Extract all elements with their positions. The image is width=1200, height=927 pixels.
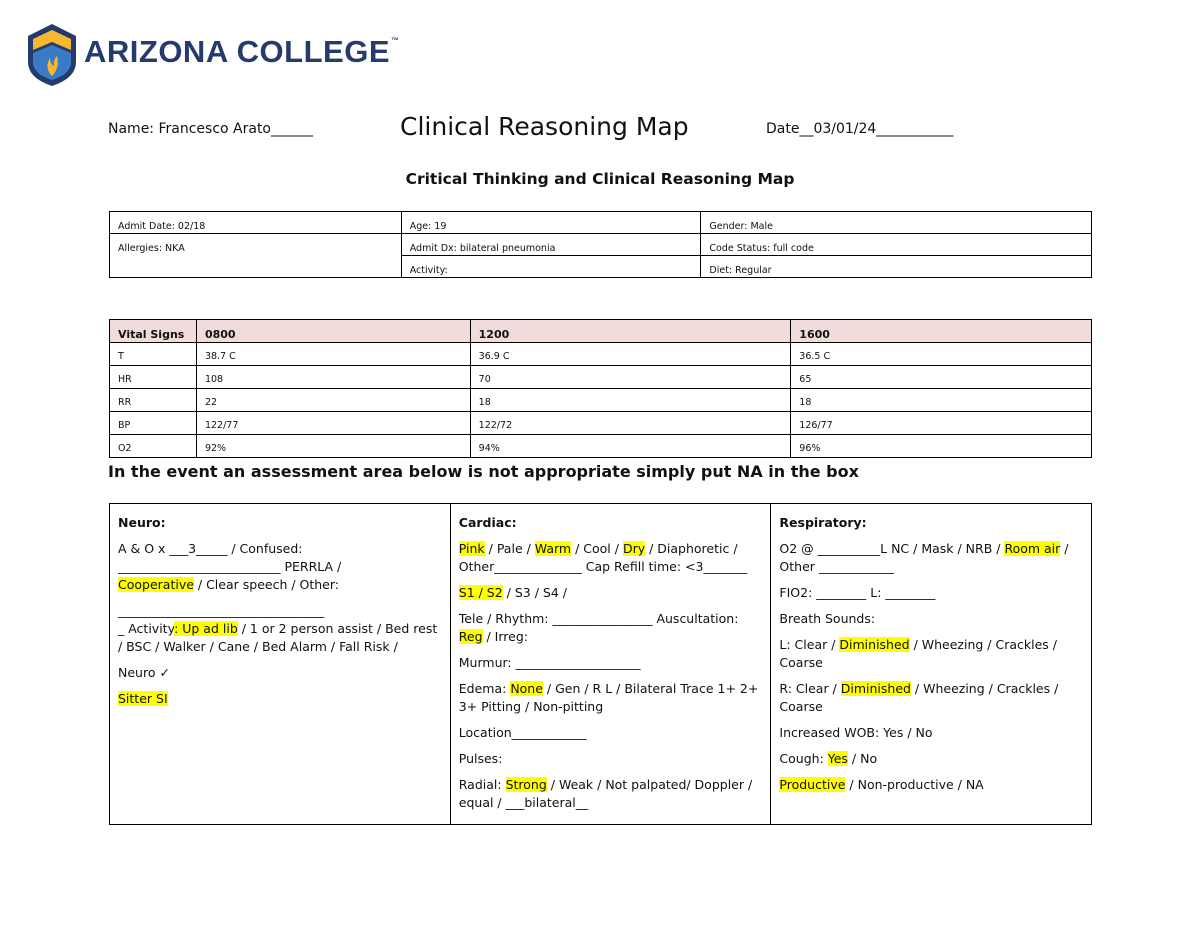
- activity-label: _ Activity: [118, 621, 175, 636]
- table-row: [110, 366, 1092, 389]
- respiratory-cell: [771, 504, 1092, 825]
- left-label: L: Clear /: [779, 637, 840, 652]
- cardiac-skin: [459, 540, 763, 576]
- column-header: 0800: [196, 320, 470, 343]
- allergies-cell: Allergies: NKA: [110, 234, 402, 278]
- right-diminished-highlight: Diminished: [840, 681, 911, 696]
- skin-option: / Cool /: [571, 541, 623, 556]
- vital-label: O2: [110, 435, 197, 458]
- edema-options: / Gen / R L / Bilateral Trace 1+ 2+ 3+ Pitting / Non-pitting: [458, 681, 759, 714]
- logo-wordmark: ARIZONA COLLEGE™: [84, 34, 400, 69]
- patient-info-table: [109, 211, 1092, 278]
- cardiac-cell: [450, 504, 771, 825]
- skin-option: / Diaphoretic / Other______________ Cap Refill time: <3_______: [458, 541, 748, 574]
- blank-line: _________________________________: [118, 603, 325, 618]
- s1s2-highlight: S1 / S2: [458, 585, 503, 600]
- vital-value: 36.9 C: [470, 343, 791, 366]
- vital-value: 36.5 C: [791, 343, 1092, 366]
- cardiac-title: Cardiac:: [458, 515, 517, 530]
- age-cell: Age: 19: [401, 212, 701, 234]
- right-lung: [779, 680, 1083, 716]
- neuro-cell: [110, 504, 451, 825]
- heart-sounds: [459, 584, 763, 602]
- left-lung: [779, 636, 1083, 672]
- table-row: [110, 389, 1092, 412]
- neuro-title: Neuro:: [118, 515, 166, 530]
- table-row: [110, 212, 1092, 234]
- tele-text: Tele / Rhythm: ________________ Auscultation:: [458, 611, 739, 626]
- vital-value: 108: [196, 366, 470, 389]
- vital-value: 38.7 C: [196, 343, 470, 366]
- cough: [779, 750, 1083, 768]
- code-status-cell: Code Status: full code: [701, 234, 1092, 256]
- neuro-activity: [118, 602, 442, 656]
- column-header: 1600: [791, 320, 1092, 343]
- shield-flame-icon: [26, 22, 78, 88]
- vital-value: 96%: [791, 435, 1092, 458]
- edema-label: Edema:: [458, 681, 511, 696]
- productive: [779, 776, 1083, 794]
- vital-label: BP: [110, 412, 197, 435]
- dry-highlight: Dry: [622, 541, 646, 556]
- activity-options: / 1 or 2 person assist / Bed rest / BSC / Walker / Cane / Bed Alarm / Fall Risk /: [118, 621, 438, 654]
- radial-options: / Weak / Not palpated/ Doppler / equal / ___bilateral__: [458, 777, 753, 810]
- neuro-check: Neuro ✓: [118, 665, 170, 680]
- perrla-text: __________________________ PERRLA /: [118, 559, 342, 574]
- increased-wob: Increased WOB: Yes / No: [779, 725, 933, 740]
- warm-highlight: Warm: [534, 541, 572, 556]
- activity-cell: Activity:: [401, 256, 701, 278]
- murmur: Murmur: ____________________: [458, 655, 641, 670]
- reg-highlight: Reg: [458, 629, 483, 644]
- admit-date-cell: Admit Date: 02/18: [110, 212, 402, 234]
- left-options: / Wheezing / Crackles / Coarse: [779, 637, 1057, 670]
- vital-label: T: [110, 343, 197, 366]
- vital-value: 122/72: [470, 412, 791, 435]
- column-header: 1200: [470, 320, 791, 343]
- right-label: R: Clear /: [779, 681, 841, 696]
- room-air-highlight: Room air: [1004, 541, 1061, 556]
- table-row: [110, 504, 1092, 825]
- date-field: Date__03/01/24___________: [766, 121, 954, 137]
- vital-value: 92%: [196, 435, 470, 458]
- breath-sounds: Breath Sounds:: [779, 611, 876, 626]
- fio2: FIO2: ________ L: ________: [779, 585, 936, 600]
- radial-pulse: [459, 776, 763, 812]
- o2-text: O2 @ __________L NC / Mask / NRB /: [779, 541, 1005, 556]
- right-options: / Wheezing / Crackles / Coarse: [779, 681, 1059, 714]
- s3s4-text: / S3 / S4 /: [502, 585, 567, 600]
- vital-value: 18: [791, 389, 1092, 412]
- pink-highlight: Pink: [458, 541, 485, 556]
- location: Location____________: [458, 725, 587, 740]
- vital-value: 65: [791, 366, 1092, 389]
- respiratory-title: Respiratory:: [779, 515, 867, 530]
- vitals-header-row: [110, 320, 1092, 343]
- aox-text: A & O x ___3_____ / Confused:: [118, 541, 303, 556]
- vital-label: RR: [110, 389, 197, 412]
- neuro-sitter: [118, 690, 442, 708]
- vital-signs-table: [109, 319, 1092, 458]
- activity-highlight: : Up ad lib: [174, 621, 238, 636]
- vital-value: 126/77: [791, 412, 1092, 435]
- page-title: Clinical Reasoning Map: [400, 112, 689, 141]
- vital-value: 18: [470, 389, 791, 412]
- student-name: Name: Francesco Arato______: [108, 121, 313, 137]
- skin-option: / Pale /: [484, 541, 535, 556]
- cough-label: Cough:: [779, 751, 828, 766]
- vital-value: 94%: [470, 435, 791, 458]
- na-instruction: In the event an assessment area below is not appropriate simply put NA in the box: [108, 462, 859, 481]
- table-row: [110, 435, 1092, 458]
- column-header: Vital Signs: [110, 320, 197, 343]
- subtitle: Critical Thinking and Clinical Reasoning Map: [405, 170, 795, 188]
- neuro-orientation: [118, 540, 442, 594]
- table-row: [110, 343, 1092, 366]
- pulses: Pulses:: [458, 751, 503, 766]
- admit-dx-cell: Admit Dx: bilateral pneumonia: [401, 234, 701, 256]
- radial-label: Radial:: [458, 777, 506, 792]
- strong-highlight: Strong: [505, 777, 547, 792]
- vital-value: 70: [470, 366, 791, 389]
- diet-cell: Diet: Regular: [701, 256, 1092, 278]
- table-row: [110, 412, 1092, 435]
- productive-options: / Non-productive / NA: [845, 777, 984, 792]
- assessment-table: [109, 503, 1092, 825]
- vital-label: HR: [110, 366, 197, 389]
- table-row: [110, 234, 1092, 256]
- edema: [459, 680, 763, 716]
- cough-no: / No: [847, 751, 878, 766]
- oxygen: [779, 540, 1083, 576]
- speech-text: / Clear speech / Other:: [193, 577, 340, 592]
- gender-cell: Gender: Male: [701, 212, 1092, 234]
- vital-value: 122/77: [196, 412, 470, 435]
- left-diminished-highlight: Diminished: [839, 637, 910, 652]
- vital-value: 22: [196, 389, 470, 412]
- cooperative-highlight: Cooperative: [118, 577, 194, 592]
- irreg-text: / Irreg:: [482, 629, 528, 644]
- tele-rhythm: [459, 610, 763, 646]
- yes-highlight: Yes: [827, 751, 848, 766]
- sitter-highlight: Sitter SI: [118, 691, 168, 706]
- productive-highlight: Productive: [779, 777, 846, 792]
- o2-other: / Other ____________: [779, 541, 1069, 574]
- none-highlight: None: [510, 681, 543, 696]
